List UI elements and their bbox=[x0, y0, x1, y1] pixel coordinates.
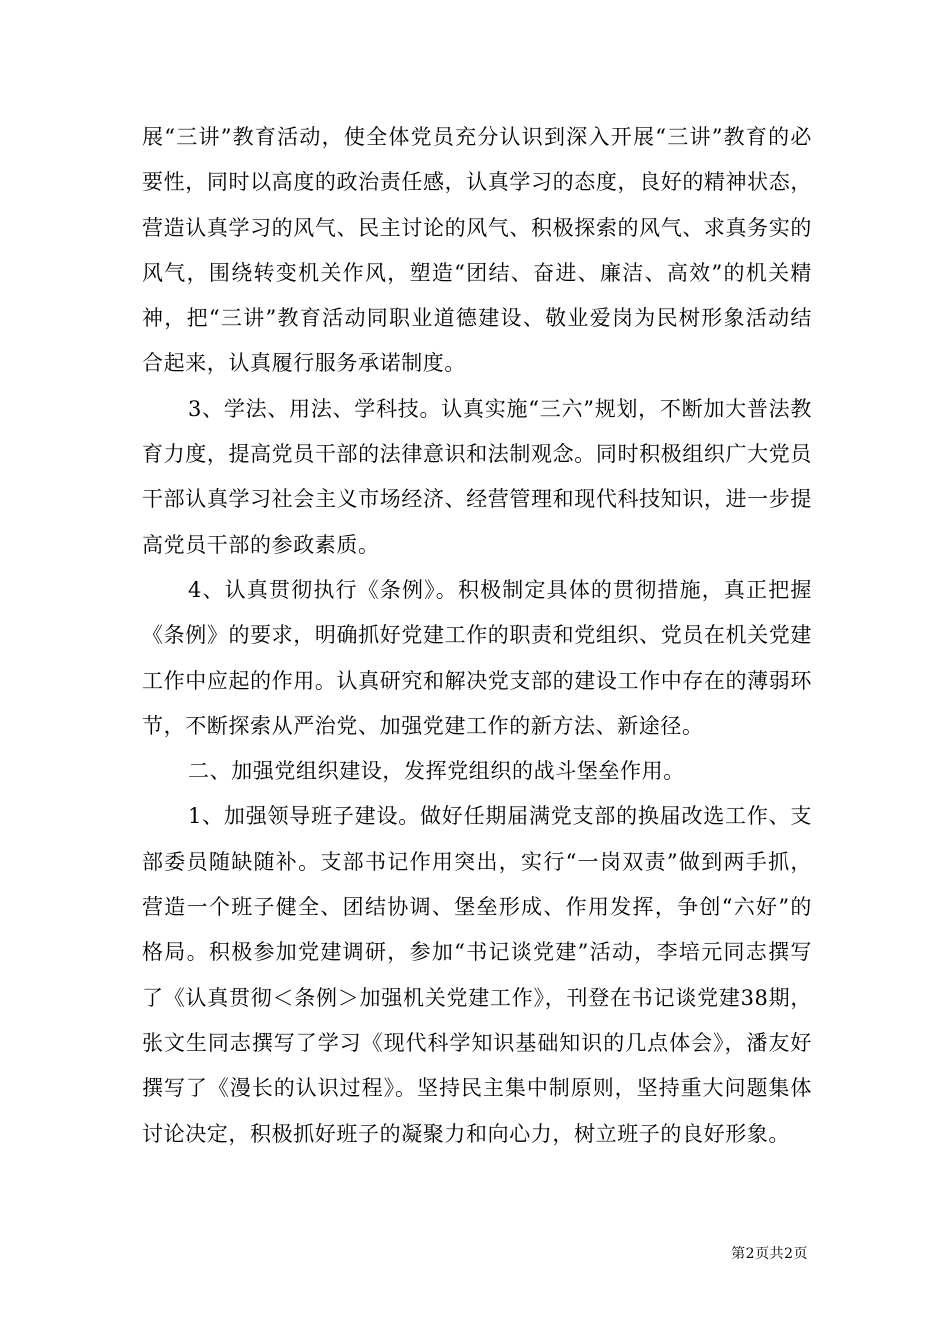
page-number-footer: 第2页共2页 bbox=[731, 1246, 808, 1262]
paragraph-item-4: 4、认真贯彻执行《条例》。积极制定具体的贯彻措施，真正把握《条例》的要求，明确抓好党建工作的职责和党组织、党员在机关党建工作中应起的作用。认真研究和解决党支部的建设工作中存在的薄弱环节，不断探索从严治党、加强党建工作的新方法、新途径。 bbox=[142, 577, 812, 738]
document-body bbox=[142, 115, 812, 1157]
section-heading-2: 二、加强党组织建设，发挥党组织的战斗堡垒作用。 bbox=[188, 759, 685, 784]
paragraph-continued: 展“三讲”教育活动，使全体党员充分认识到深入开展“三讲”教育的必要性，同时以高度的政治责任感，认真学习的态度，良好的精神状态，营造认真学习的风气、民主讨论的风气、积极探索的风气、求真务实的风气，围绕转变机关作风，塑造“团结、奋进、廉洁、高效”的机关精神，把“三讲”教育活动同职业道德建设、敬业爱岗为民树形象活动结合起来，认真履行服务承诺制度。 bbox=[142, 125, 812, 376]
paragraph-item-1: 1、加强领导班子建设。做好任期届满党支部的换届改选工作、支部委员随缺随补。支部书记作用突出，实行“一岗双责”做到两手抓，营造一个班子健全、团结协调、堡垒形成、作用发挥，争创“六好”的格局。积极参加党建调研，参加“书记谈党建”活动，李培元同志撰写了《认真贯彻＜条例＞加强机关党建工作》，刊登在书记谈党建38期，张文生同志撰写了学习《现代科学知识基础知识的几点体会》，潘友好撰写了《漫长的认识过程》。坚持民主集中制原则，坚持重大问题集体讨论决定，积极抓好班子的凝聚力和向心力，树立班子的良好形象。 bbox=[142, 804, 812, 1146]
paragraph-item-3: 3、学法、用法、学科技。认真实施“三六”规划，不断加大普法教育力度，提高党员干部的法律意识和法制观念。同时积极组织广大党员干部认真学习社会主义市场经济、经营管理和现代科技知识，进一步提高党员干部的参政素质。 bbox=[142, 396, 812, 557]
